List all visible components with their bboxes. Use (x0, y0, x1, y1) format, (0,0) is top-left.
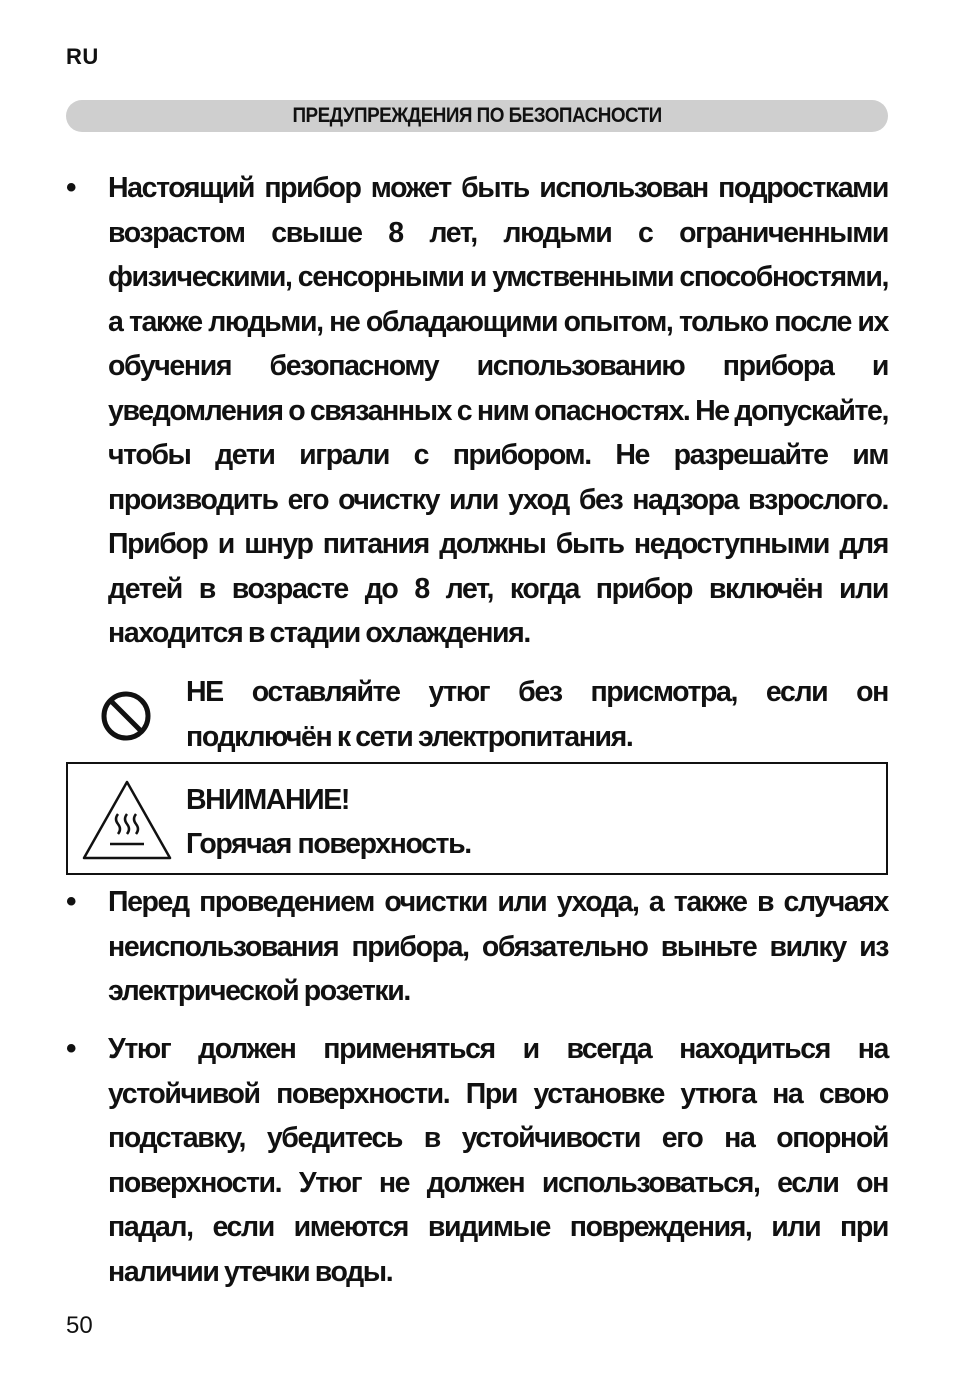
prohibition-notice (66, 670, 888, 760)
section-header-bar (66, 100, 888, 132)
bullet-icon: • (66, 171, 77, 204)
page-number: 50 (66, 1312, 93, 1339)
list-item (66, 1027, 888, 1294)
paragraph-text: Настоящий прибор может быть использован подростками возрастом свыше 8 лет, людьми с ограниченными физическими, сенсорными и умственными способностями, а также людьми, не обладающими опытом, только после их обучения безопасному использованию прибора и уведомления о связанных с ним опасностях. Не допускайте, чтобы дети играли с прибором. Не разрешайте им производить его очистку или уход без надзора взрослого. Прибор и шнур питания должны быть недоступными для детей в возрасте до 8 лет, когда прибор включён или находится в стадии охлаждения. (108, 172, 888, 649)
prohibition-text: НЕ оставляйте утюг без присмотра, если он подключён к сети электропитания. (186, 676, 888, 753)
safety-paragraph-1 (66, 166, 888, 656)
hot-surface-warning-icon (80, 778, 174, 862)
paragraph-text: Утюг должен применяться и всегда находиться на устойчивой поверхности. При установке утюга на свою подставку, убедитесь в устойчивости его на опорной поверхности. Утюг не должен использоваться, если он падал, если имеются видимые повреждения, или при наличии утечки воды. (108, 1033, 888, 1288)
paragraph-text: Перед проведением очистки или ухода, а также в случаях неиспользования прибора, обязательно выньте вилку из электрической розетки. (108, 886, 888, 1007)
warning-title: ВНИМАНИЕ! (186, 784, 349, 816)
bullet-icon: • (66, 1032, 77, 1065)
warning-text: Горячая поверхность. (186, 828, 471, 860)
list-item (66, 166, 888, 656)
bullet-icon: • (66, 885, 77, 918)
warning-box (66, 762, 888, 875)
language-code: RU (66, 44, 99, 69)
list-item (66, 880, 888, 1014)
safety-paragraph-3 (66, 1027, 888, 1294)
prohibition-icon (100, 690, 152, 742)
safety-paragraph-2 (66, 880, 888, 1014)
section-title: ПРЕДУПРЕЖДЕНИЯ ПО БЕЗОПАСНОСТИ (292, 104, 662, 127)
